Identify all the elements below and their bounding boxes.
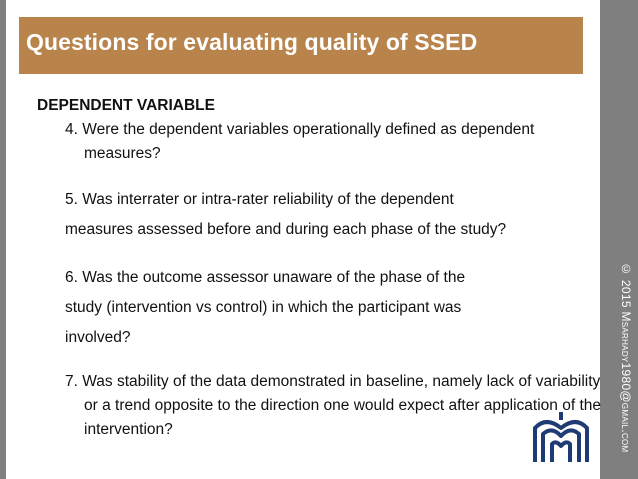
university-logo-icon	[531, 410, 591, 466]
spacer	[37, 242, 597, 266]
copyright-text: © 2015 Msarhady1980@gmail.com	[619, 262, 633, 453]
slide-title: Questions for evaluating quality of SSED	[26, 29, 478, 55]
question-6-line-3: involved?	[65, 329, 131, 346]
left-accent-bar	[0, 0, 6, 479]
spacer	[37, 166, 597, 188]
question-6-line-1: 6. Was the outcome assessor unaware of the phase of the	[65, 269, 466, 286]
question-6-line-2: study (intervention vs control) in which the participant was	[65, 299, 462, 316]
spacer	[37, 350, 597, 370]
question-4: 4. Were the dependent variables operationally defined as dependent measures?	[65, 121, 535, 162]
question-7: 7. Was stability of the data demonstrated in baseline, namely lack of variability or a trend opposite to the direction one would expect after application of the intervention?	[65, 373, 602, 438]
title-bar	[19, 17, 583, 74]
question-5-line-2: measures assessed before and during each phase of the study?	[65, 221, 507, 238]
question-5-line-1: 5. Was interrater or intra-rater reliability of the dependent	[65, 191, 454, 208]
right-sidebar	[600, 0, 638, 479]
section-heading: DEPENDENT VARIABLE	[37, 97, 215, 114]
slide-content	[37, 94, 602, 442]
